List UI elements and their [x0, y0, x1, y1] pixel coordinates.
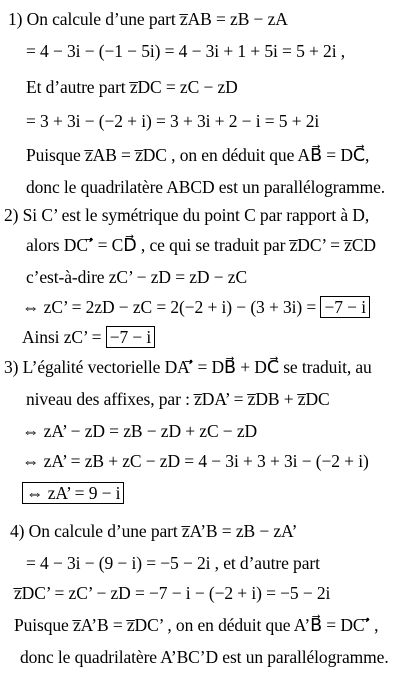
text-line: [22, 296, 370, 318]
boxed-result: [22, 482, 124, 504]
text-line: Puisque z̅A’B = z̅DC’ , on en déduit que A’B⃗ = DC’⃗ ,: [14, 615, 379, 635]
text-line: Et d’autre part z̅DC = zC − zD: [26, 77, 238, 97]
text-line: donc le quadrilatère A’BC’D est un parallélogramme.: [20, 647, 389, 667]
text-line: [22, 326, 155, 348]
text-line: 2) Si C’ est le symétrique du point C par rapport à D,: [4, 205, 370, 225]
text-line: [22, 482, 124, 504]
text-line: Puisque z̅AB = z̅DC , on en déduit que AB⃗ = DC⃗,: [26, 145, 370, 165]
text-line: = 4 − 3i − (−1 − 5i) = 4 − 3i + 1 + 5i = 5 + 2i ,: [26, 41, 346, 61]
text-line: donc le quadrilatère ABCD est un parallélogramme.: [26, 177, 386, 197]
text-segment: Ainsi zC’ =: [22, 327, 106, 347]
text-line: ⇔ zA’ = zB + zC − zD = 4 − 3i + 3 + 3i − (−2 + i): [22, 451, 369, 471]
text-line: = 4 − 3i − (9 − i) = −5 − 2i , et d’autre part: [26, 553, 320, 573]
boxed-result: −7 − i: [106, 326, 156, 348]
text-line: 4) On calcule d’une part z̅A’B = zB − zA’: [10, 521, 298, 541]
text-line: 3) L’égalité vectorielle DA’⃗ = DB⃗ + DC⃗ se traduit, au: [4, 357, 372, 377]
text-segment: zA’ = 9 − i: [47, 483, 121, 503]
text-line: alors DC’⃗ = CD⃗ , ce qui se traduit par z̅DC’ = z̅CD: [26, 235, 376, 255]
boxed-result: −7 − i: [320, 296, 370, 318]
text-line: z̅DC’ = zC’ − zD = −7 − i − (−2 + i) = −5 − 2i: [14, 583, 331, 603]
text-line: 1) On calcule d’une part z̅AB = zB − zA: [8, 9, 288, 29]
text-segment: ⇔ zC’ = 2zD − zC = 2(−2 + i) − (3 + 3i) =: [22, 297, 321, 317]
text-line: = 3 + 3i − (−2 + i) = 3 + 3i + 2 − i = 5 + 2i: [26, 111, 320, 131]
text-line: c’est-à-dire zC’ − zD = zD − zC: [26, 267, 248, 287]
text-line: niveau des affixes, par : z̅DA’ = z̅DB + z̅DC: [26, 389, 330, 409]
text-segment: ⇔: [26, 483, 48, 503]
text-line: ⇔ zA’ − zD = zB − zD + zC − zD: [22, 421, 258, 441]
